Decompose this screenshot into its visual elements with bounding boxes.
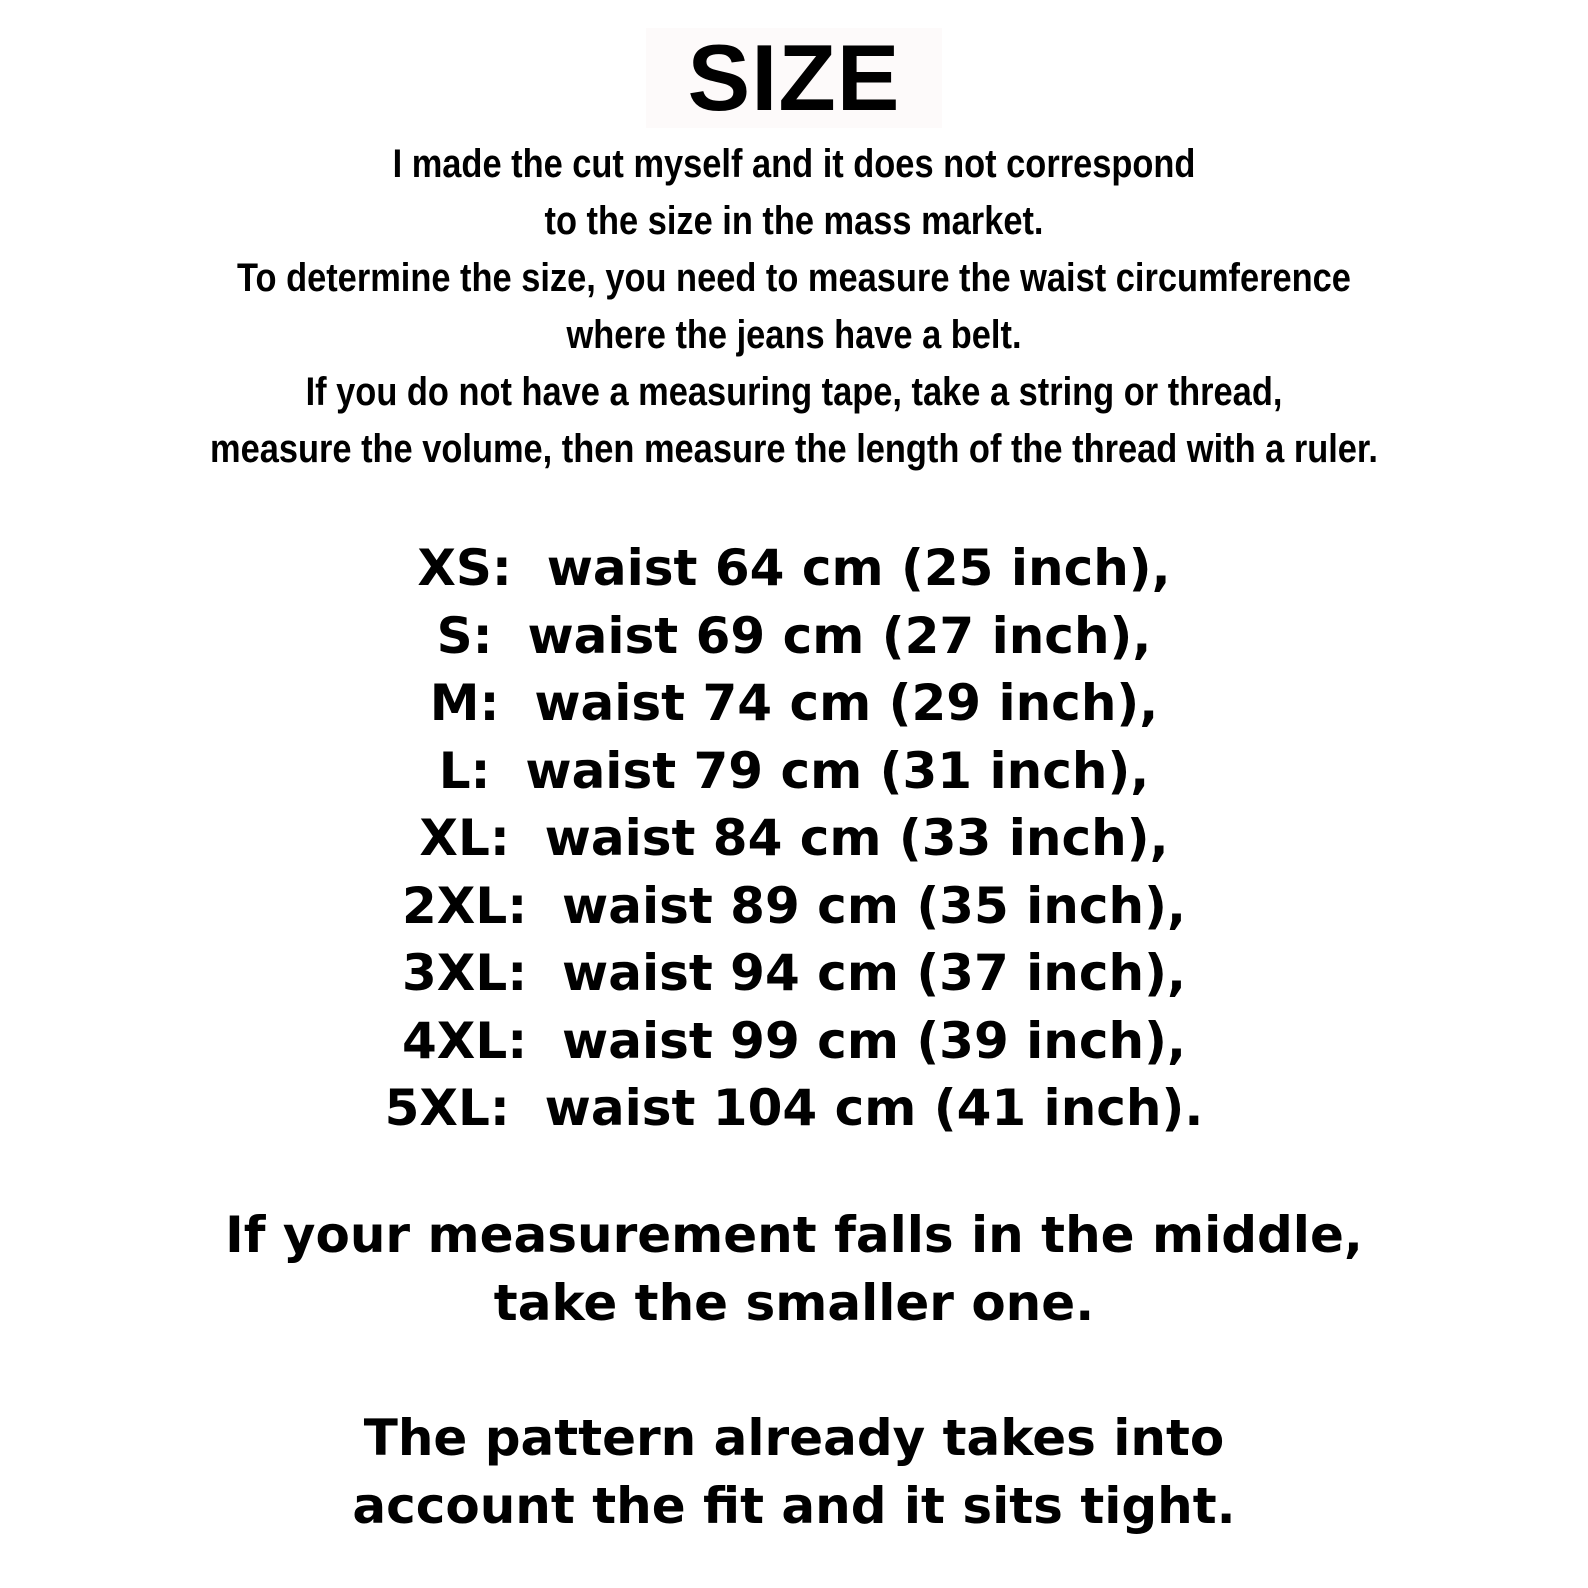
note-line: If your measurement falls in the middle,: [225, 1206, 1363, 1264]
size-row-l: [0, 738, 1588, 806]
intro-line: measure the volume, then measure the length of the thread with a ruler.: [210, 427, 1378, 471]
size-measure: waist 99 cm (39 inch),: [562, 1011, 1186, 1070]
size-row-xl: [0, 805, 1588, 873]
size-label: 5XL:: [384, 1079, 510, 1137]
size-measure: waist 69 cm (27 inch),: [527, 606, 1152, 665]
note-line: account the fit and it sits tight.: [352, 1477, 1236, 1535]
size-label: 2XL:: [402, 876, 528, 935]
size-measure: waist 89 cm (35 inch),: [562, 876, 1186, 935]
note-line: The pattern already takes into: [363, 1409, 1225, 1467]
intro-line: to the size in the mass market.: [544, 199, 1044, 243]
intro-line: To determine the size, you need to measure the waist circumference: [237, 256, 1351, 300]
size-list: [0, 535, 1588, 1143]
size-label: XL:: [419, 809, 510, 867]
size-row-m: [0, 670, 1588, 738]
size-row-xs: [0, 535, 1588, 603]
size-label: 3XL:: [402, 944, 528, 1002]
size-row-s: [0, 603, 1588, 671]
size-measure: waist 94 cm (37 inch),: [562, 944, 1186, 1002]
note-line: take the smaller one.: [493, 1274, 1095, 1332]
page-title: SIZE: [687, 25, 901, 130]
size-measure: waist 104 cm (41 inch).: [544, 1079, 1204, 1137]
title-block: [0, 25, 1588, 130]
size-measure: waist 74 cm (29 inch),: [534, 674, 1159, 732]
size-label: M:: [429, 674, 500, 732]
size-measure: waist 79 cm (31 inch),: [525, 741, 1150, 800]
pattern-fit-note: [0, 1404, 1588, 1540]
size-row-3xl: [0, 940, 1588, 1008]
size-row-5xl: [0, 1075, 1588, 1143]
intro-text: [111, 136, 1477, 478]
intro-line: I made the cut myself and it does not correspond: [392, 142, 1196, 186]
size-label: XS:: [417, 539, 512, 597]
size-measure: waist 64 cm (25 inch),: [546, 539, 1171, 597]
middle-measurement-note: [0, 1201, 1588, 1337]
intro-line: If you do not have a measuring tape, take a string or thread,: [305, 370, 1283, 414]
title-background: [646, 25, 943, 130]
size-row-4xl: [0, 1008, 1588, 1076]
size-label: S:: [436, 606, 493, 665]
size-label: 4XL:: [402, 1011, 528, 1070]
size-label: L:: [438, 741, 491, 800]
intro-line: where the jeans have a belt.: [566, 313, 1022, 357]
size-row-2xl: [0, 873, 1588, 941]
size-measure: waist 84 cm (33 inch),: [544, 809, 1169, 867]
